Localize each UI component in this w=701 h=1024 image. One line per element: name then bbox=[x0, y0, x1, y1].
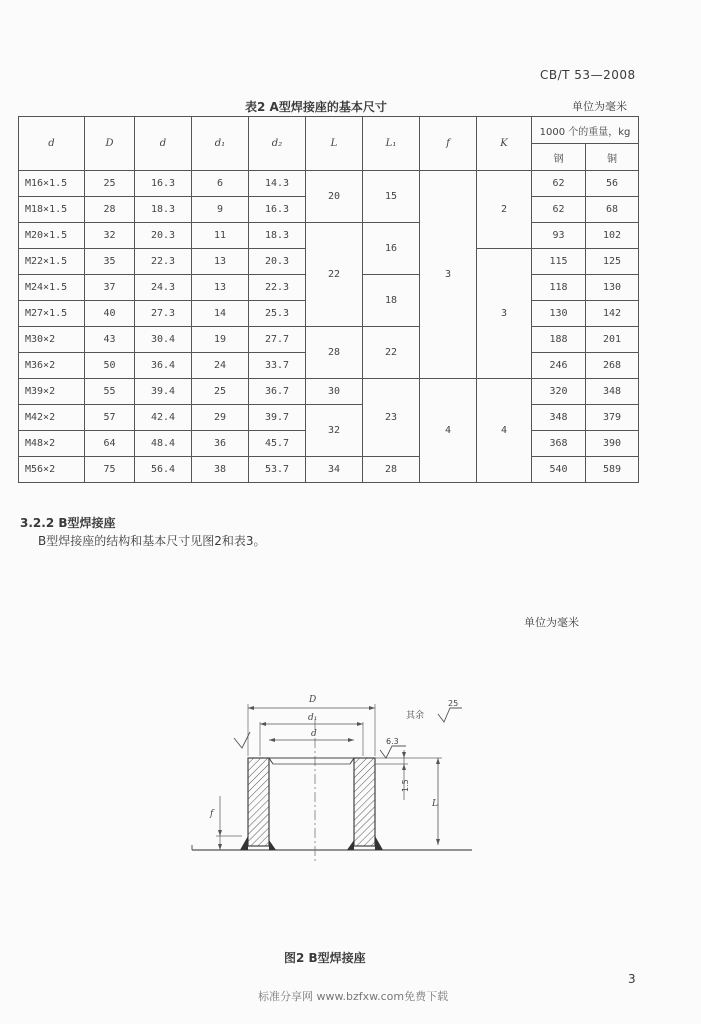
cell-d2: 25.3 bbox=[249, 301, 306, 327]
cell-d2: 53.7 bbox=[249, 457, 306, 483]
cell-d1: 29 bbox=[192, 405, 249, 431]
cell-d2: 36.7 bbox=[249, 379, 306, 405]
cell-steel: 62 bbox=[532, 197, 586, 223]
cell-L1: 28 bbox=[363, 457, 420, 483]
roughness-symbol-rest bbox=[438, 708, 462, 722]
cell-d2: 45.7 bbox=[249, 431, 306, 457]
cell-D: 28 bbox=[85, 197, 135, 223]
header-L1: L₁ bbox=[363, 117, 420, 171]
cell-d1: 13 bbox=[192, 275, 249, 301]
header-L: L bbox=[306, 117, 363, 171]
cell-D: 32 bbox=[85, 223, 135, 249]
cell-L1: 23 bbox=[363, 379, 420, 457]
cell-copper: 268 bbox=[586, 353, 639, 379]
cell-copper: 56 bbox=[586, 171, 639, 197]
cell-d1: 11 bbox=[192, 223, 249, 249]
cell-copper: 348 bbox=[586, 379, 639, 405]
header-copper: 铜 bbox=[586, 144, 639, 171]
cell-L: 22 bbox=[306, 223, 363, 327]
cell-L: 30 bbox=[306, 379, 363, 405]
cell-D: 55 bbox=[85, 379, 135, 405]
page-number: 3 bbox=[628, 972, 636, 986]
cell-steel: 320 bbox=[532, 379, 586, 405]
cell-d1: 24 bbox=[192, 353, 249, 379]
header-d2: d₂ bbox=[249, 117, 306, 171]
section-body: B型焊接座的结构和基本尺寸见图2和表3。 bbox=[38, 534, 266, 548]
cell-d1: 19 bbox=[192, 327, 249, 353]
cell-d: M39×2 bbox=[19, 379, 85, 405]
label-roughness-local: 6.3 bbox=[386, 737, 399, 746]
table-row bbox=[19, 327, 639, 353]
cell-d: M36×2 bbox=[19, 353, 85, 379]
cell-d2: 27.7 bbox=[249, 327, 306, 353]
cell-d-bore: 24.3 bbox=[135, 275, 192, 301]
weld-right bbox=[375, 836, 383, 850]
cell-d-bore: 27.3 bbox=[135, 301, 192, 327]
table-unit: 单位为毫米 bbox=[572, 100, 627, 113]
cell-D: 43 bbox=[85, 327, 135, 353]
table-row bbox=[19, 405, 639, 431]
cell-D: 75 bbox=[85, 457, 135, 483]
header-D: D bbox=[85, 117, 135, 171]
label-roughness-rest: 25 bbox=[448, 699, 459, 708]
cell-d: M24×1.5 bbox=[19, 275, 85, 301]
cell-copper: 379 bbox=[586, 405, 639, 431]
cell-steel: 188 bbox=[532, 327, 586, 353]
cell-d-bore: 48.4 bbox=[135, 431, 192, 457]
cell-copper: 68 bbox=[586, 197, 639, 223]
cell-d: M48×2 bbox=[19, 431, 85, 457]
weld-seat-drawing bbox=[180, 690, 480, 865]
cell-f: 3 bbox=[420, 171, 477, 379]
label-1-5: 1.5 bbox=[401, 779, 410, 792]
cell-D: 40 bbox=[85, 301, 135, 327]
header-d: d bbox=[19, 117, 85, 171]
cell-steel: 62 bbox=[532, 171, 586, 197]
cell-d: M20×1.5 bbox=[19, 223, 85, 249]
cell-D: 64 bbox=[85, 431, 135, 457]
label-D: D bbox=[309, 695, 317, 705]
cell-steel: 348 bbox=[532, 405, 586, 431]
cell-K: 4 bbox=[477, 379, 532, 483]
cell-d1: 38 bbox=[192, 457, 249, 483]
left-wall-section bbox=[248, 758, 269, 846]
table-title: 表2 A型焊接座的基本尺寸 bbox=[245, 100, 387, 114]
cell-d2: 20.3 bbox=[249, 249, 306, 275]
table-row bbox=[19, 223, 639, 249]
header-weight: 1000 个的重量，kg bbox=[532, 117, 639, 144]
section-heading: 3.2.2 B型焊接座 bbox=[20, 516, 116, 530]
cell-D: 57 bbox=[85, 405, 135, 431]
cell-d1: 14 bbox=[192, 301, 249, 327]
standard-code: CB/T 53—2008 bbox=[540, 68, 636, 82]
table-row bbox=[19, 457, 639, 483]
header-d-bore: d bbox=[135, 117, 192, 171]
cell-L: 32 bbox=[306, 405, 363, 457]
cell-steel: 540 bbox=[532, 457, 586, 483]
cell-d-bore: 39.4 bbox=[135, 379, 192, 405]
cell-d2: 16.3 bbox=[249, 197, 306, 223]
cell-steel: 93 bbox=[532, 223, 586, 249]
header-d1: d₁ bbox=[192, 117, 249, 171]
cell-d: M27×1.5 bbox=[19, 301, 85, 327]
cell-d1: 36 bbox=[192, 431, 249, 457]
cell-L1: 18 bbox=[363, 275, 420, 327]
label-roughness-rest-text: 其余 bbox=[406, 711, 425, 721]
cell-copper: 125 bbox=[586, 249, 639, 275]
cell-L: 20 bbox=[306, 171, 363, 223]
cell-d-bore: 18.3 bbox=[135, 197, 192, 223]
footer-watermark: 标准分享网 www.bzfxw.com免费下载 bbox=[258, 990, 449, 1003]
cell-copper: 130 bbox=[586, 275, 639, 301]
cell-steel: 130 bbox=[532, 301, 586, 327]
figure-caption: 图2 B型焊接座 bbox=[284, 951, 366, 965]
cell-steel: 115 bbox=[532, 249, 586, 275]
cell-f: 4 bbox=[420, 379, 477, 483]
cell-copper: 201 bbox=[586, 327, 639, 353]
cell-steel: 118 bbox=[532, 275, 586, 301]
cell-d2: 18.3 bbox=[249, 223, 306, 249]
cell-L: 28 bbox=[306, 327, 363, 379]
roughness-symbol-left bbox=[234, 732, 250, 748]
cell-K: 2 bbox=[477, 171, 532, 249]
cell-d2: 22.3 bbox=[249, 275, 306, 301]
cell-d1: 13 bbox=[192, 249, 249, 275]
label-d1: d₁ bbox=[308, 713, 318, 723]
cell-L1: 22 bbox=[363, 327, 420, 379]
cell-d: M22×1.5 bbox=[19, 249, 85, 275]
cell-d: M16×1.5 bbox=[19, 171, 85, 197]
cell-d-bore: 56.4 bbox=[135, 457, 192, 483]
cell-D: 50 bbox=[85, 353, 135, 379]
cell-d2: 33.7 bbox=[249, 353, 306, 379]
cell-d-bore: 36.4 bbox=[135, 353, 192, 379]
cell-d1: 6 bbox=[192, 171, 249, 197]
cell-d2: 39.7 bbox=[249, 405, 306, 431]
figure-unit: 单位为毫米 bbox=[524, 616, 579, 629]
label-f: f bbox=[210, 809, 214, 819]
cell-copper: 390 bbox=[586, 431, 639, 457]
label-d: d bbox=[311, 729, 317, 739]
cell-steel: 368 bbox=[532, 431, 586, 457]
cell-L1: 16 bbox=[363, 223, 420, 275]
cell-steel: 246 bbox=[532, 353, 586, 379]
cell-copper: 589 bbox=[586, 457, 639, 483]
cell-d-bore: 22.3 bbox=[135, 249, 192, 275]
cell-d2: 14.3 bbox=[249, 171, 306, 197]
cell-D: 25 bbox=[85, 171, 135, 197]
label-L: L bbox=[432, 799, 438, 809]
cell-d1: 9 bbox=[192, 197, 249, 223]
cell-L: 34 bbox=[306, 457, 363, 483]
table-row bbox=[19, 171, 639, 197]
cell-d-bore: 30.4 bbox=[135, 327, 192, 353]
cell-d-bore: 20.3 bbox=[135, 223, 192, 249]
cell-d: M56×2 bbox=[19, 457, 85, 483]
table-row bbox=[19, 379, 639, 405]
cell-K: 3 bbox=[477, 249, 532, 379]
cell-D: 37 bbox=[85, 275, 135, 301]
cell-d-bore: 42.4 bbox=[135, 405, 192, 431]
header-steel: 钢 bbox=[532, 144, 586, 171]
cell-d: M30×2 bbox=[19, 327, 85, 353]
cell-d1: 25 bbox=[192, 379, 249, 405]
cell-copper: 102 bbox=[586, 223, 639, 249]
dimension-table bbox=[18, 116, 639, 483]
cell-d: M42×2 bbox=[19, 405, 85, 431]
header-K: K bbox=[477, 117, 532, 171]
cell-d-bore: 16.3 bbox=[135, 171, 192, 197]
header-f: f bbox=[420, 117, 477, 171]
cell-d: M18×1.5 bbox=[19, 197, 85, 223]
right-wall-section bbox=[354, 758, 375, 846]
weld-left bbox=[240, 836, 248, 850]
cell-copper: 142 bbox=[586, 301, 639, 327]
cell-L1: 15 bbox=[363, 171, 420, 223]
cell-D: 35 bbox=[85, 249, 135, 275]
